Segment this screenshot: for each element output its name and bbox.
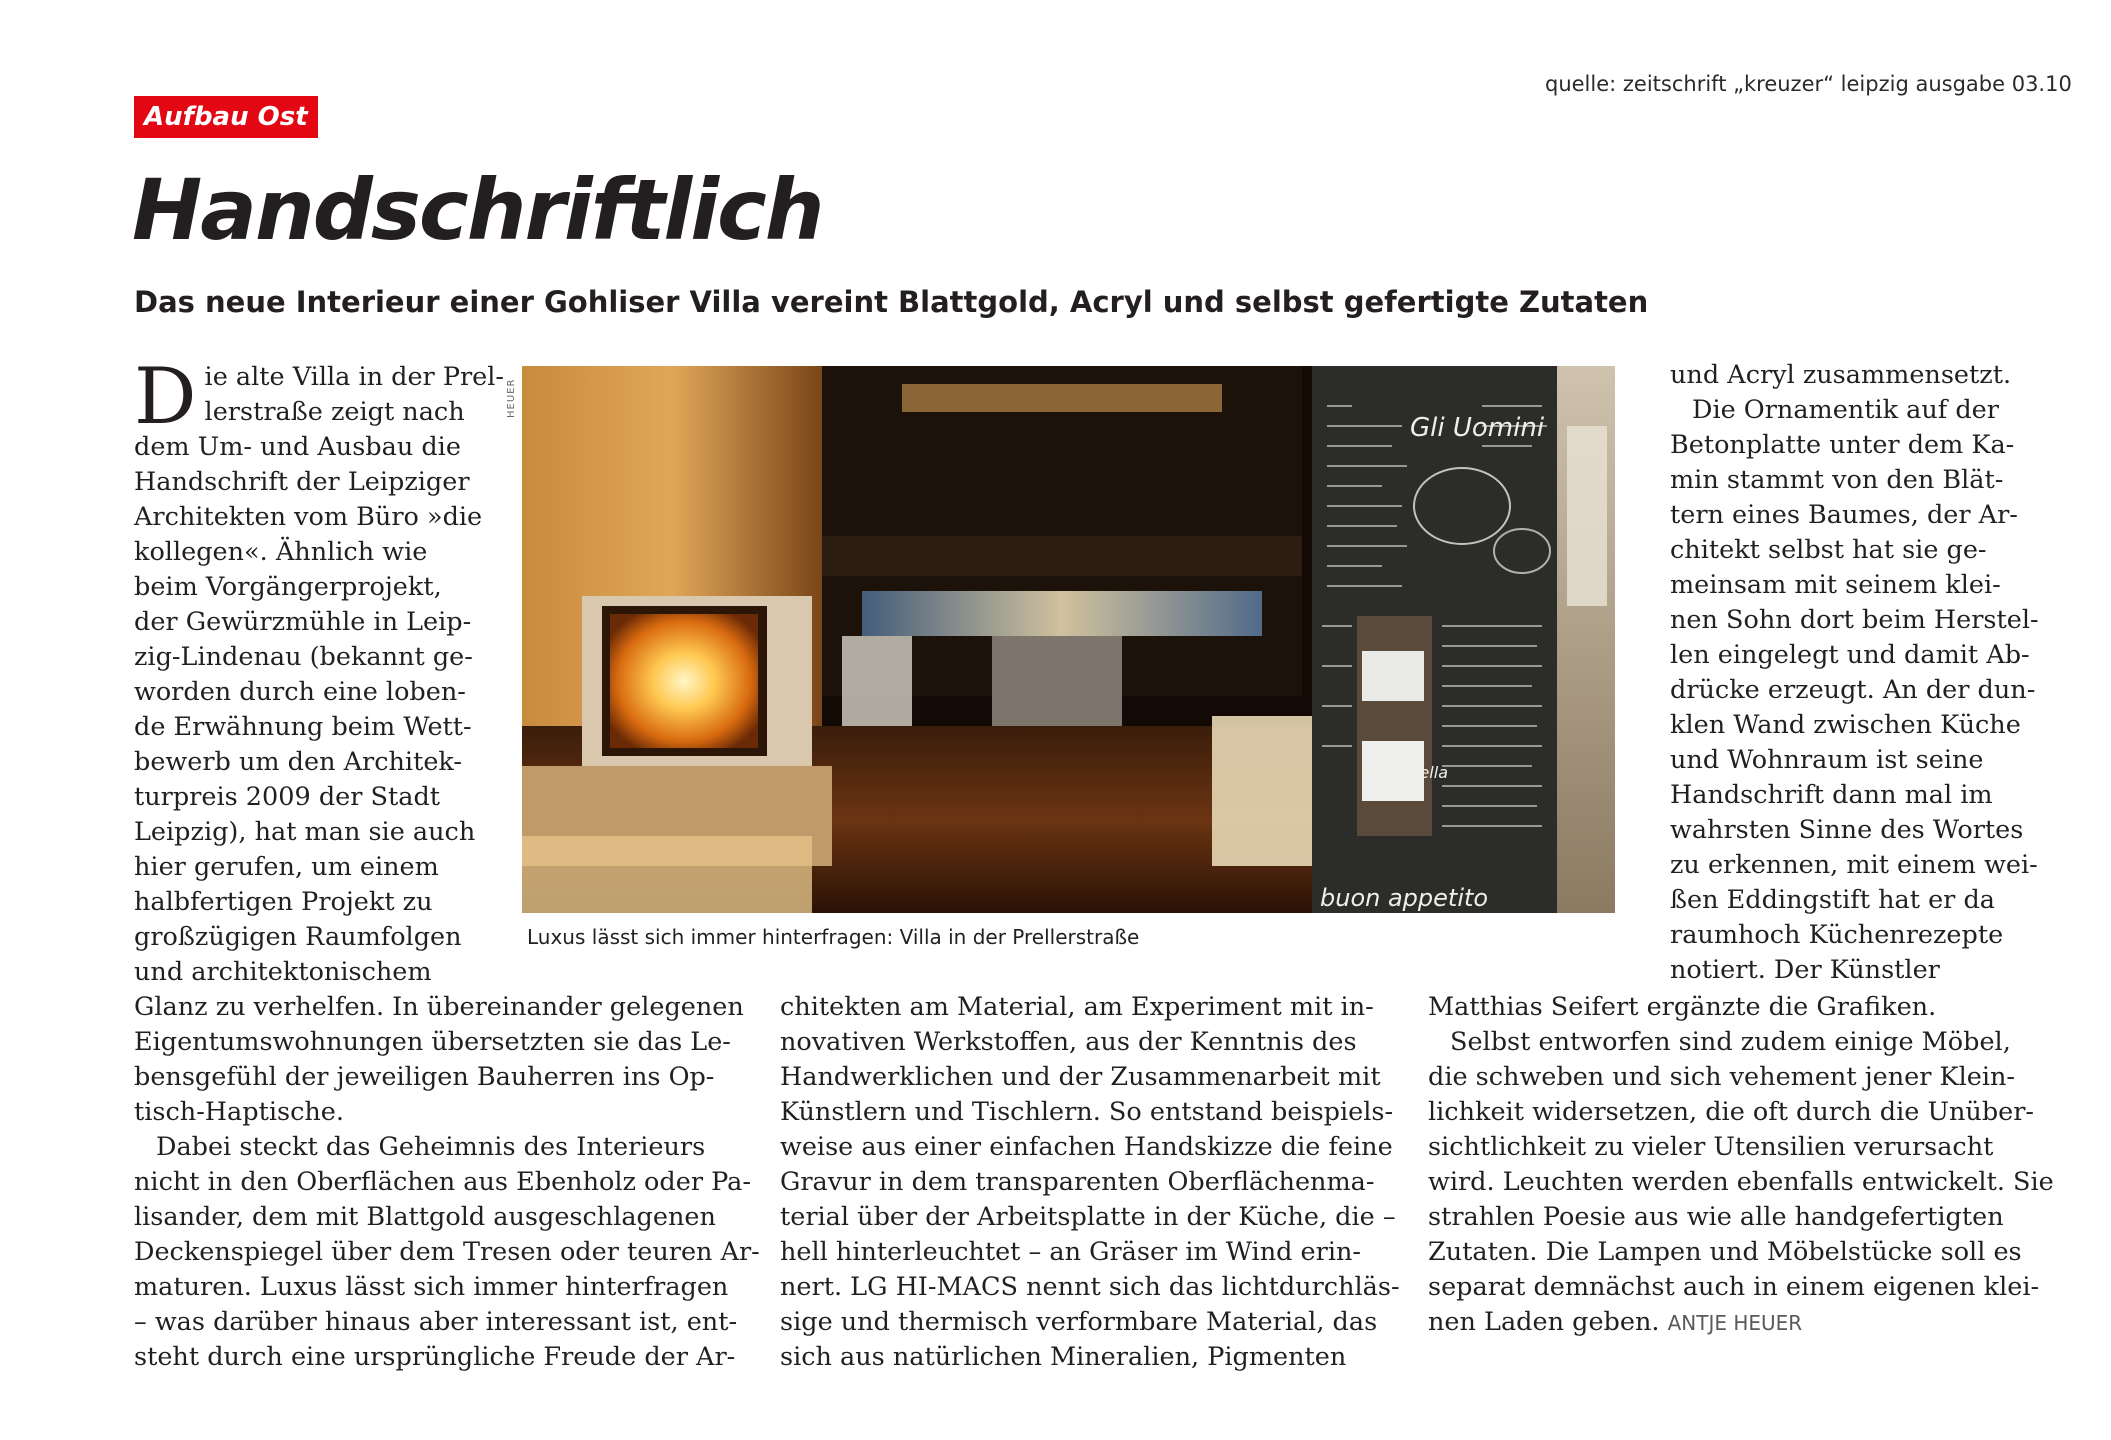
text-line: len eingelegt und damit Ab- <box>1670 640 2030 670</box>
text-line: Handschrift der Leipziger <box>134 467 470 497</box>
text-line: und Acryl zusammensetzt. <box>1670 360 2012 390</box>
text-line: bewerb um den Architek- <box>134 747 463 777</box>
chalk-title-uomini: Gli Uomini <box>1410 413 1545 443</box>
chalk-text-passella: la Passella <box>1364 763 1448 782</box>
text-line: chitekt selbst hat sie ge- <box>1670 535 1987 565</box>
text-line: – was darüber hinaus aber interessant ist, ent- <box>134 1307 738 1337</box>
text-line: lisander, dem mit Blattgold ausgeschlagenen <box>134 1202 716 1232</box>
text-line: Eigentumswohnungen übersetzten sie das Le- <box>134 1027 731 1057</box>
text-line: klen Wand zwischen Küche <box>1670 710 2021 740</box>
text-line: separat demnächst auch in einem eigenen klei- <box>1428 1272 2040 1302</box>
article-column-2 <box>780 990 1400 1375</box>
text-line: großzügigen Raumfolgen <box>134 922 462 952</box>
text-line: Künstlern und Tischlern. So entstand beispiels- <box>780 1097 1394 1127</box>
section-kicker: Aufbau Ost <box>134 96 318 138</box>
text-line: weise aus einer einfachen Handskizze die feine <box>780 1132 1393 1162</box>
article-column-1-bottom <box>134 990 760 1375</box>
text-line: zu erkennen, mit einem wei- <box>1670 850 2038 880</box>
text-line: min stammt von den Blät- <box>1670 465 2004 495</box>
text-line: tern eines Baumes, der Ar- <box>1670 500 2018 530</box>
text-line: ßen Eddingstift hat er da <box>1670 885 1995 915</box>
text-line: raumhoch Küchenrezepte <box>1670 920 2004 950</box>
text-line: der Gewürzmühle in Leip- <box>134 607 472 637</box>
text-line: bensgefühl der jeweiligen Bauherren ins Op- <box>134 1062 715 1092</box>
text-line: tisch-Haptische. <box>134 1097 344 1127</box>
text-line: chitekten am Material, am Experiment mit in- <box>780 992 1374 1022</box>
text-line: strahlen Poesie aus wie alle handgefertigten <box>1428 1202 2004 1232</box>
text-line: lerstraße zeigt nach <box>204 397 465 427</box>
text-line: turpreis 2009 der Stadt <box>134 782 441 812</box>
text-line: die schweben und sich vehement jener Klein- <box>1428 1062 2016 1092</box>
text-line: Matthias Seifert ergänzte die Grafiken. <box>1428 992 1937 1022</box>
text-line: wird. Leuchten werden ebenfalls entwickelt. Sie <box>1428 1167 2054 1197</box>
text-line: nert. LG HI-MACS nennt sich das lichtdurchläs- <box>780 1272 1400 1302</box>
text-line-final <box>1428 1305 2068 1341</box>
photo-credit: HEUER <box>506 378 517 418</box>
text-line: Leipzig), hat man sie auch <box>134 817 476 847</box>
article-column-1-top <box>134 352 505 990</box>
text-line: Dabei steckt das Geheimnis des Interieurs <box>156 1132 706 1162</box>
source-note: quelle: zeitschrift „kreuzer“ leipzig ausgabe 03.10 <box>1545 72 2072 96</box>
text-line: sich aus natürlichen Mineralien, Pigmenten <box>780 1342 1347 1372</box>
text-line: meinsam mit seinem klei- <box>1670 570 2001 600</box>
text-line: kollegen«. Ähnlich wie <box>134 537 428 567</box>
article-column-3-bottom <box>1428 990 2068 1341</box>
text-line: sichtlichkeit zu vieler Utensilien verursacht <box>1428 1132 1994 1162</box>
text-line: steht durch eine ursprüngliche Freude der Ar- <box>134 1342 736 1372</box>
text-line: wahrsten Sinne des Wortes <box>1670 815 2024 845</box>
text-line: halbfertigen Projekt zu <box>134 887 433 917</box>
author-byline: ANTJE HEUER <box>1667 1311 1803 1335</box>
text-line: Architekten vom Büro »die <box>134 502 483 532</box>
text-line-last: nen Laden geben. <box>1428 1307 1660 1337</box>
text-line: worden durch eine loben- <box>134 677 466 707</box>
headline: Handschriftlich <box>132 161 823 259</box>
chalk-text-buon-appetito: buon appetito <box>1320 884 1489 912</box>
text-line: maturen. Luxus lässt sich immer hinterfragen <box>134 1272 729 1302</box>
photo-caption: Luxus lässt sich immer hinterfragen: Villa in der Prellerstraße <box>527 925 1140 949</box>
text-line: Selbst entworfen sind zudem einige Möbel, <box>1450 1027 2011 1057</box>
text-line: Betonplatte unter dem Ka- <box>1670 430 2015 460</box>
text-line: nicht in den Oberflächen aus Ebenholz oder Pa- <box>134 1167 751 1197</box>
text-line: Zutaten. Die Lampen und Möbelstücke soll es <box>1428 1237 2022 1267</box>
article-column-3-top <box>1670 358 2050 988</box>
text-line: de Erwähnung beim Wett- <box>134 712 472 742</box>
text-line: Handwerklichen und der Zusammenarbeit mit <box>780 1062 1381 1092</box>
text-line: novativen Werkstoffen, aus der Kenntnis des <box>780 1027 1357 1057</box>
text-line: und architektonischem <box>134 957 432 987</box>
text-line: Handschrift dann mal im <box>1670 780 1993 810</box>
interior-photo <box>522 366 1615 913</box>
interior-photo-graphic <box>522 366 1615 913</box>
text-line: Die Ornamentik auf der <box>1692 395 1999 425</box>
text-line: und Wohnraum ist seine <box>1670 745 1984 775</box>
text-line: hell hinterleuchtet – an Gräser im Wind erin- <box>780 1237 1362 1267</box>
text-line: beim Vorgängerprojekt, <box>134 572 442 602</box>
text-line: Deckenspiegel über dem Tresen oder teuren Ar- <box>134 1237 760 1267</box>
text-line: nen Sohn dort beim Herstel- <box>1670 605 2039 635</box>
text-line: notiert. Der Künstler <box>1670 955 1940 985</box>
text-line: terial über der Arbeitsplatte in der Küche, die – <box>780 1202 1396 1232</box>
text-line: dem Um- und Ausbau die <box>134 432 461 462</box>
text-line: drücke erzeugt. An der dun- <box>1670 675 2036 705</box>
text-line: hier gerufen, um einem <box>134 852 439 882</box>
text-line: lichkeit widersetzen, die oft durch die Unüber- <box>1428 1097 2035 1127</box>
text-line: Glanz zu verhelfen. In übereinander gelegenen <box>134 992 744 1022</box>
drop-cap: D <box>134 352 197 442</box>
text-line: Gravur in dem transparenten Oberflächenma- <box>780 1167 1375 1197</box>
text-line: zig-Lindenau (bekannt ge- <box>134 642 473 672</box>
text-line: sige und thermisch verformbare Material, das <box>780 1307 1378 1337</box>
subheadline: Das neue Interieur einer Gohliser Villa vereint Blattgold, Acryl und selbst gefertigte Zutaten <box>134 285 1649 319</box>
text-line: ie alte Villa in der Prel- <box>204 362 505 392</box>
